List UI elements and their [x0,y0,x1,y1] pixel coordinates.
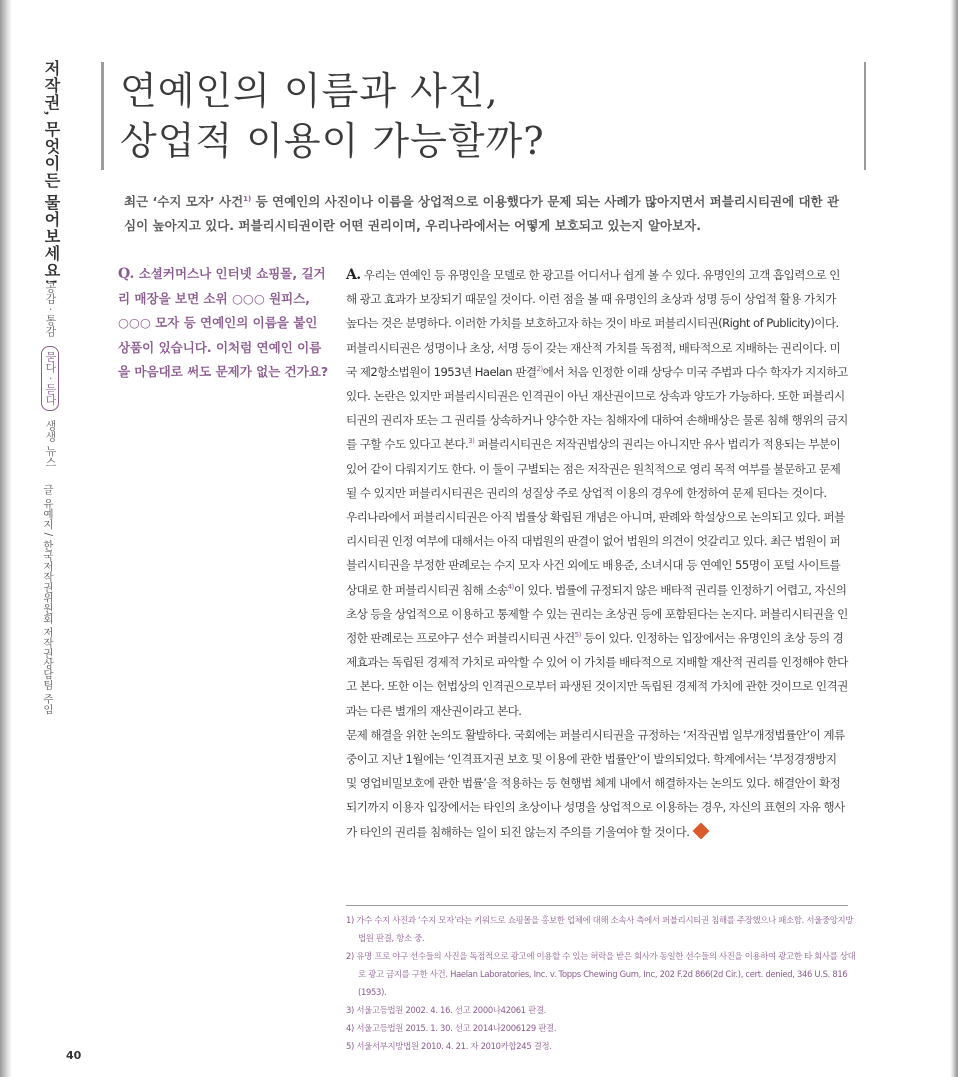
footnote-ref-3: 3) [468,437,475,446]
question-text: 소셜커머스나 인터넷 쇼핑몰, 길거리 매장을 보면 소위 ○○○ 원피스, ○○○ 모자 등 연예인의 이름을 붙인 상품이 있습니다. 이처럼 연예인 이름을 마음대로 써도 문제가 없는 건가요? [118,266,329,379]
answer-mark-label: A. [346,267,361,283]
answer-block [346,263,848,844]
footnote-ref-5: 5) [574,631,581,640]
answer-paragraph-2 [346,336,848,505]
p4-text: 문제 해결을 위한 논의도 활발하다. 국회에는 퍼블리시티권을 규정하는 ‘저작권법 일부개정법률안’이 계류 중이고 지난 1월에는 ‘인격표지권 보호 및 이용에 관한 법률안’이 발의되었다. 학계에서는 ‘부정경쟁방지 및 영업비밀보호에 관한 법률’을 적용하는 등 현행법 체계 내에서 해결하자는 논의도 있다. 해결안이 확정되기까지 이용자 입장에서는 타인의 초상이나 성명을 상업적으로 이용하는 경우, 자신의 표현의 자유 행사가 타인의 권리를 침해하는 일이 되진 않는지 주의를 기울여야 할 것이다. [346,727,845,839]
footnote-item: 3) 서울고등법원 2002. 4. 16. 선고 2000나42061 판결. [346,1005,547,1015]
intro-text-start: 최근 ‘수지 모자’ 사건 [124,194,244,209]
p2-text-a: 퍼블리시티권은 성명이나 초상, 서명 등이 갖는 재산적 가치를 독점적, 배타적으로 지배하는 권리이다. 미국 제2항소법원이 1953년 Haelan 판결 [346,340,841,379]
p2-text-c: 퍼블리시티권은 저작권법상의 권리는 아니지만 유사 법리가 적용되는 부분이 있어 같이 다뤄지기도 한다. 이 둘이 구별되는 점은 저작권은 원칙적으로 영리 목적 여부를 불문하고 문제 될 수 있지만 퍼블리시티권은 권리의 성질상 주로 상업적 이용의 경우에 한정하여 문제 된다는 것이다. [346,437,841,500]
article-end-icon [693,822,710,839]
title-line-1: 연예인의 이름과 사진, [120,69,499,113]
title-left-rule [101,62,104,170]
title-line-2: 상업적 이용이 가능할까? [120,119,545,163]
footnote-item: 1) 가수 수지 사진과 ‘수지 모자’라는 키워드로 쇼핑몰을 홍보한 업체에 대해 소속사 측에서 퍼블리시티권 침해를 주장했으나 패소함. 서울중앙지방법원 판결, 항소 중. [346,915,854,943]
question-mark-label: Q. [118,266,135,282]
p3-text-b: 이 있다. 법률에 규정되지 않은 배타적 권리를 인정하기 어렵고, 자신의 초상 등을 상업적으로 이용하고 통제할 수 있는 권리는 초상권 등에 포함된다는 논지다. 퍼블리시티권을 인정한 판례로는 프로야구 선수 퍼블리시티권 사건 [346,582,848,646]
answer-paragraph-1-text: 우리는 연예인 등 유명인을 모델로 한 광고를 어디서나 쉽게 볼 수 있다. 유명인의 고객 흡입력으로 인해 광고 효과가 보장되기 때문일 것이다. 이런 점을 볼 때 유명인의 초상과 성명 등이 상업적 활용 가치가 높다는 것은 분명하다. 이러한 가치를 보호하고자 하는 것이 바로 퍼블리시티권(Right of Publicity)이다. [346,268,840,331]
menu-item-qa-selected: 묻다 · 듣다 [41,346,59,411]
series-title: 저작권, 무엇이든 물어보세요! [42,60,59,286]
footnote-ref-2: 2) [536,364,543,373]
footnote-item: 2) 유명 프로 야구 선수들의 사진을 독점적으로 광고에 이용할 수 있는 허락을 받은 회사가 동일한 선수들의 사진을 이용하여 광고한 타 회사를 상대로 광고 금지를 구한 사건. Haelan Laboratories, Inc. v. Topps Chewing Gum, Inc, 202 F.2d 866(2d Cir.), cert. denied, 346 U.S. 816 (1953). [346,951,856,997]
p3-text-c: 등이 있다. 인정하는 입장에서는 유명인의 초상 등의 경제효과는 독립된 경제적 가치로 파악할 수 있어 이 가치를 배타적으로 지배할 재산적 권리를 인정해야 한다고 본다. 또한 이는 헌법상의 인격권으로부터 파생된 것이지만 독립된 경제적 가치에 관한 것이므로 인격권과는 다른 별개의 재산권이라고 본다. [346,631,848,718]
question-block [118,262,333,385]
answer-paragraph-4 [346,723,848,844]
footnote-divider [346,905,848,906]
page-edge-shadow [950,0,958,1077]
author-credit: 글 유예지 / 한국저작권위원회 저작권상담팀 주임 [42,484,54,715]
footnote-ref-1: 1) [243,195,252,203]
answer-paragraph-3 [346,505,848,723]
page-number: 40 [66,1049,82,1062]
title-right-rule [864,62,866,170]
p3-text-a: 우리나라에서 퍼블리시티권은 아직 법률상 확립된 개념은 아니며, 판례와 학설상으로 논의되고 있다. 퍼블리시티권 인정 여부에 대해서는 아직 대법원의 판결이 없어 법원의 의견이 엇갈리고 있다. 최근 법원이 퍼블리시티권을 부정한 판례로는 수지 모자 사건 외에도 배용준, 소녀시대 등 연예인 55명이 포털 사이트를 상대로 한 퍼블리시티권 침해 소송 [346,510,845,597]
page-binding-shadow [0,0,12,1077]
article-title [120,66,545,166]
vertical-sidebar [31,60,71,760]
p2-text-b: 에서 처음 인정한 이래 상당수 미국 주법과 다수 학자가 지지하고 있다. 논란은 있지만 퍼블리시티권은 인격권이 아닌 재산권이므로 상속과 양도가 가능하다. 또한 퍼블리시티권의 권리자 또는 그 권리를 상속하거나 양수한 자는 침해자에 대하여 손해배상은 물론 침해 행위의 금지를 구할 수도 있다고 본다. [346,364,848,452]
footnote-item: 5) 서울서부지방법원 2010. 4. 21. 자 2010카합245 결정. [346,1041,552,1051]
section-menu [41,282,59,468]
menu-item-empathy: 공감 · 통감 [44,282,57,337]
footnote-ref-4: 4) [507,582,514,591]
footnote-item: 4) 서울고등법원 2015. 1. 30. 선고 2014나2006129 판결. [346,1023,557,1033]
footnotes-list [346,911,856,1055]
intro-text-end: 등 연예인의 사진이나 이름을 상업적으로 이용했다가 문제 되는 사례가 많아지면서 퍼블리시티권에 대한 관심이 높아지고 있다. 퍼블리시티권이란 어떤 권리이며, 우리나라에서는 어떻게 보호되고 있는지 알아보자. [124,194,840,233]
article-intro [124,190,844,238]
menu-item-news: 생생 뉴스 [44,420,57,468]
answer-paragraph-1 [346,263,848,336]
